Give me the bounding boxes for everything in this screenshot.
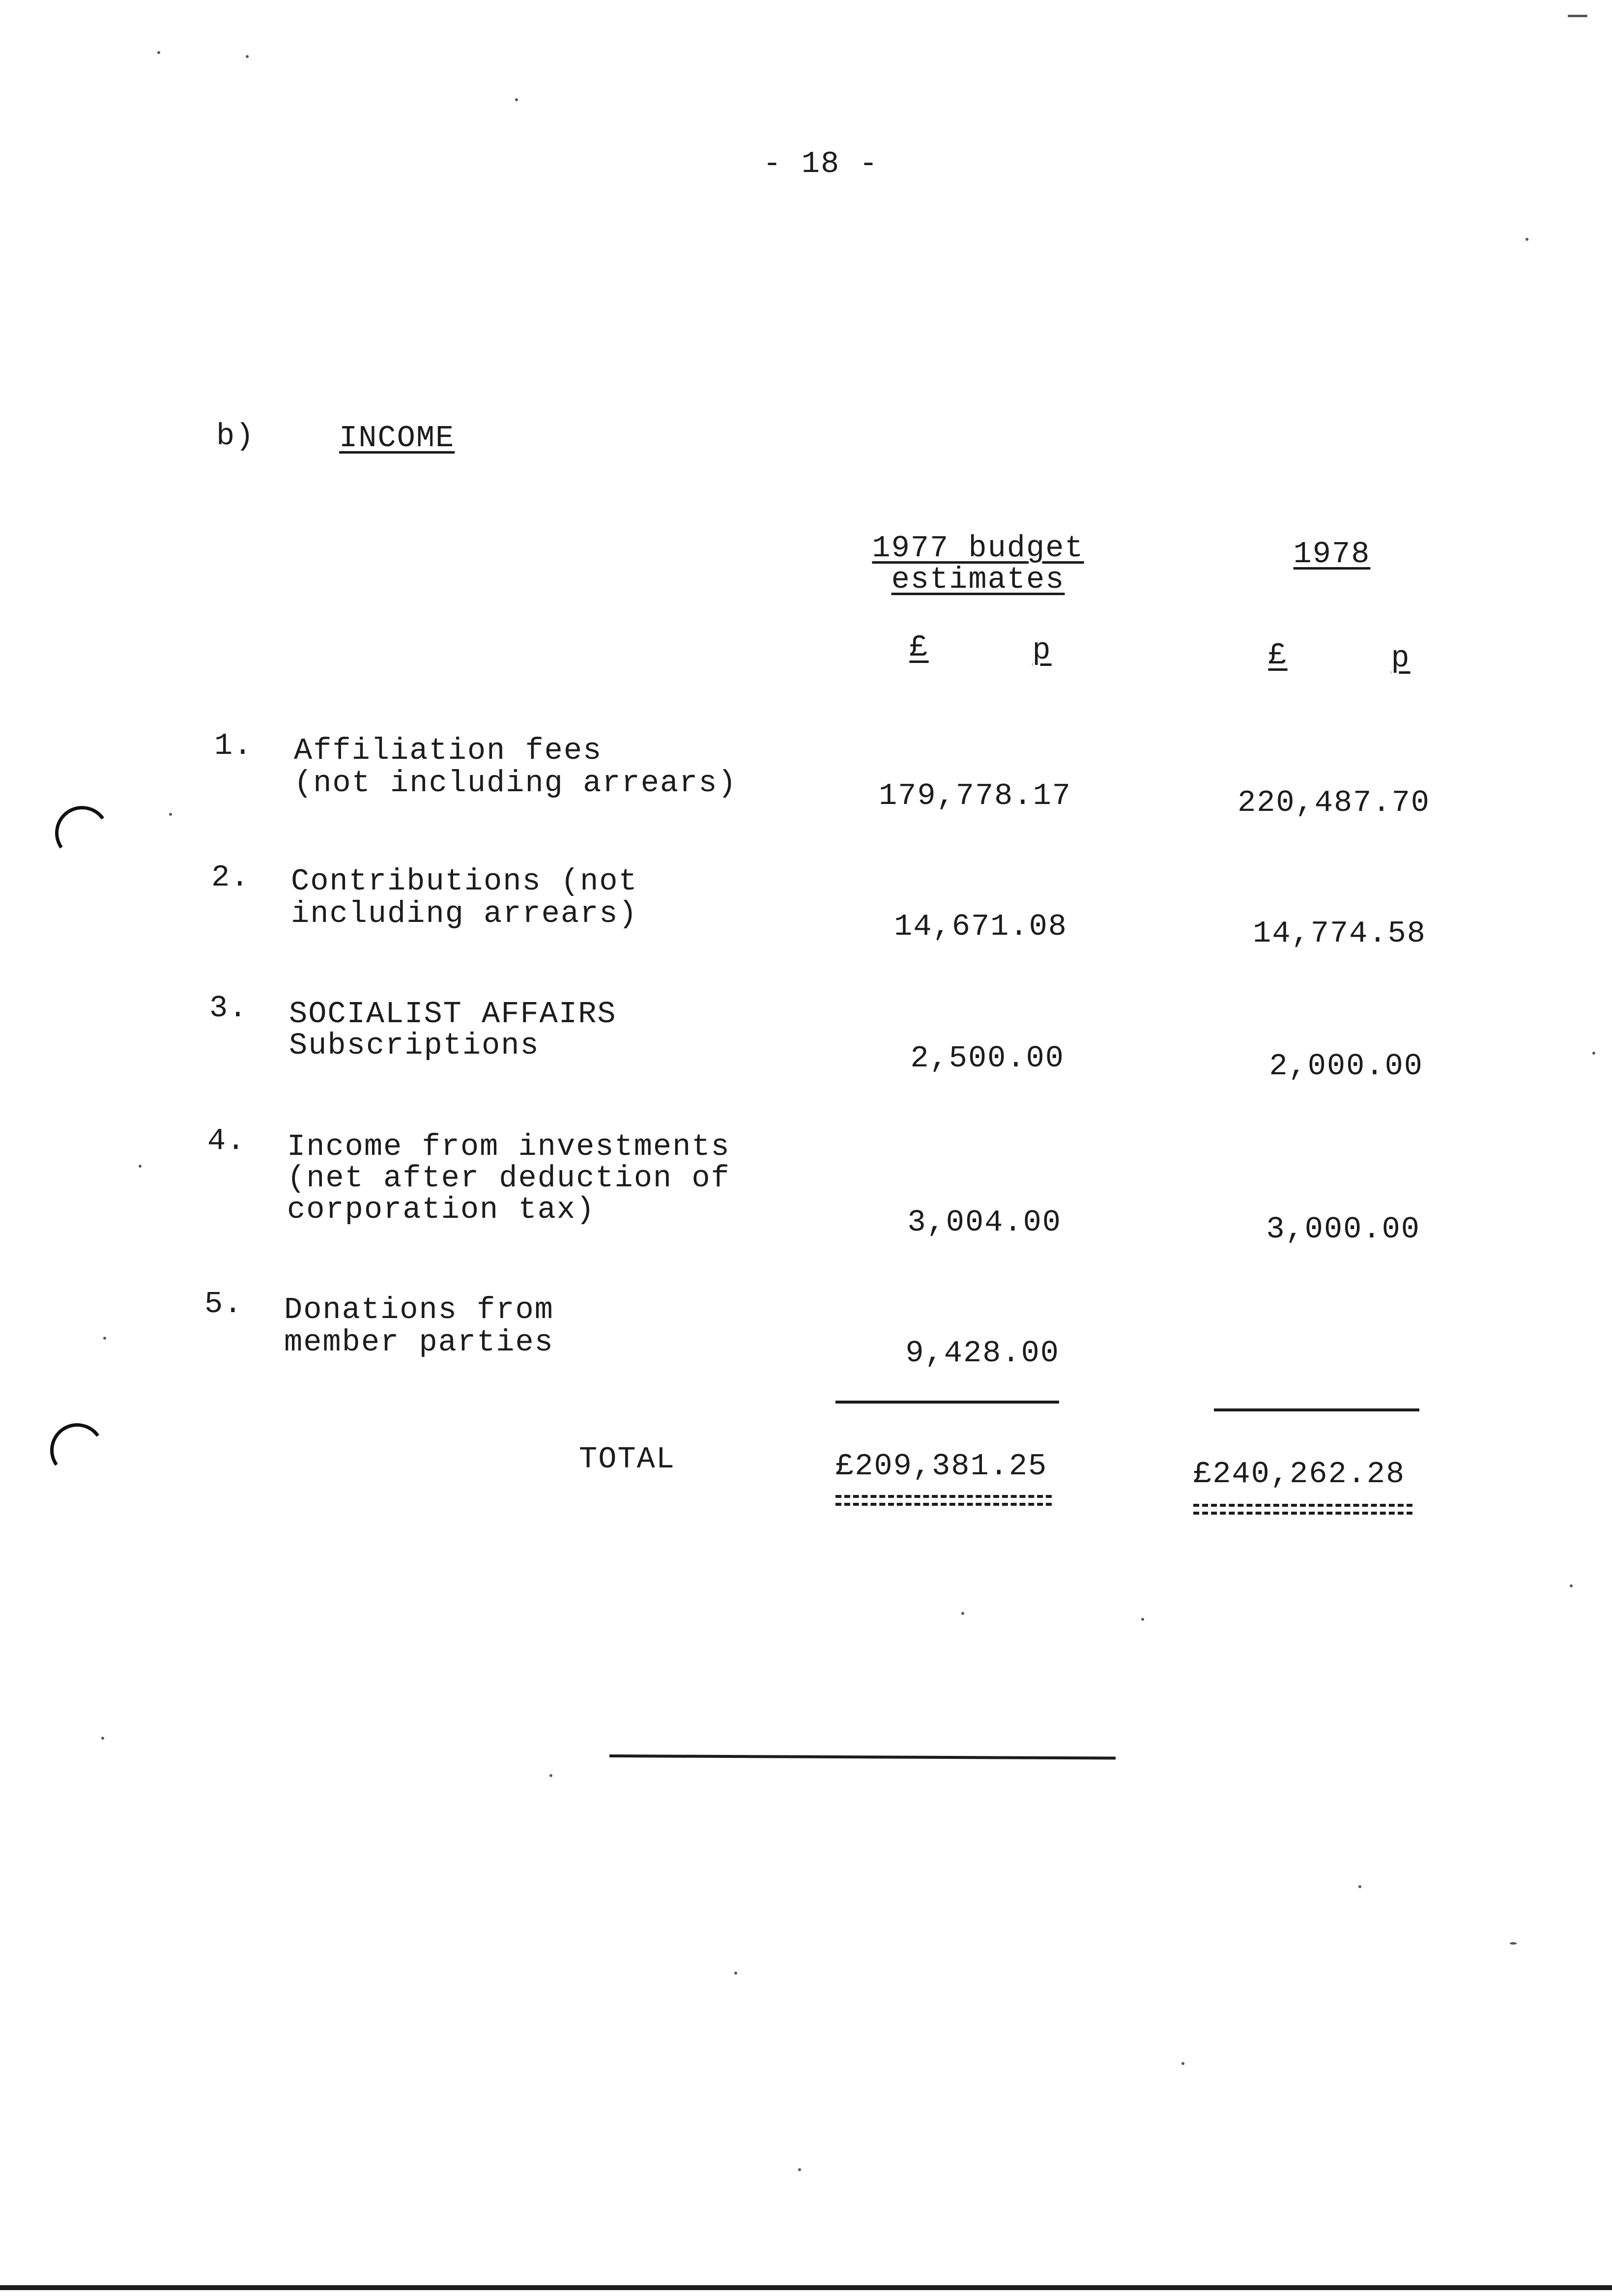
item-label-line: including arrears) bbox=[291, 896, 638, 931]
sum-rule-1978 bbox=[1214, 1408, 1419, 1411]
sum-rule-1977 bbox=[835, 1401, 1059, 1404]
item-label-line: corporation tax) bbox=[287, 1192, 596, 1227]
column-header-1978: 1978 bbox=[1293, 537, 1371, 572]
total-label: TOTAL bbox=[579, 1442, 676, 1477]
item-number: 2. bbox=[211, 860, 250, 895]
total-value-1978: £240,262.28 bbox=[1193, 1457, 1406, 1492]
scan-bottom-edge bbox=[0, 2285, 1612, 2290]
item-number: 1. bbox=[214, 728, 253, 763]
value-1978: 2,000.00 bbox=[1269, 1049, 1423, 1084]
item-label-line: (net after deduction of bbox=[287, 1161, 730, 1196]
end-of-section-rule bbox=[609, 1754, 1116, 1759]
punch-hole-mark bbox=[51, 802, 113, 864]
item-number: 4. bbox=[207, 1123, 246, 1158]
item-number: 3. bbox=[209, 991, 248, 1026]
section-title: INCOME bbox=[339, 421, 455, 456]
column-1978-pound-unit: £ bbox=[1268, 638, 1288, 673]
item-label-line: Donations from bbox=[284, 1292, 554, 1327]
value-1977: 2,500.00 bbox=[910, 1041, 1065, 1076]
item-label-line: (not including arrears) bbox=[294, 766, 737, 801]
double-underline-1977 bbox=[835, 1495, 1052, 1506]
column-header-1977-line2: estimates bbox=[891, 562, 1065, 597]
item-label-line: Affiliation fees bbox=[294, 733, 603, 768]
value-1977: 179,778.17 bbox=[878, 778, 1071, 813]
column-header-1977-line1: 1977 budget bbox=[872, 531, 1084, 566]
value-1977: 14,671.08 bbox=[894, 909, 1067, 944]
section-letter: b) bbox=[216, 419, 255, 454]
value-1978: 3,000.00 bbox=[1266, 1212, 1420, 1247]
value-1977: 3,004.00 bbox=[907, 1205, 1062, 1240]
item-label-line: SOCIALIST AFFAIRS bbox=[289, 997, 617, 1032]
page-number: - 18 - bbox=[763, 146, 879, 181]
item-label-line: Contributions (not bbox=[291, 864, 638, 899]
value-1978: 14,774.58 bbox=[1253, 916, 1426, 951]
value-1978: 220,487.70 bbox=[1237, 785, 1430, 820]
total-value-1977: £209,381.25 bbox=[835, 1449, 1048, 1484]
value-1977: 9,428.00 bbox=[905, 1336, 1060, 1371]
column-1978-pence-unit: p bbox=[1391, 641, 1410, 676]
column-1977-pound-unit: £ bbox=[909, 630, 929, 665]
item-label-line: Income from investments bbox=[287, 1129, 730, 1164]
punch-hole-mark bbox=[46, 1419, 108, 1481]
double-underline-1978 bbox=[1193, 1504, 1412, 1515]
item-label-line: Subscriptions bbox=[289, 1028, 540, 1063]
column-1977-pence-unit: p bbox=[1032, 633, 1052, 668]
item-number: 5. bbox=[204, 1287, 243, 1321]
item-label-line: member parties bbox=[284, 1325, 554, 1360]
